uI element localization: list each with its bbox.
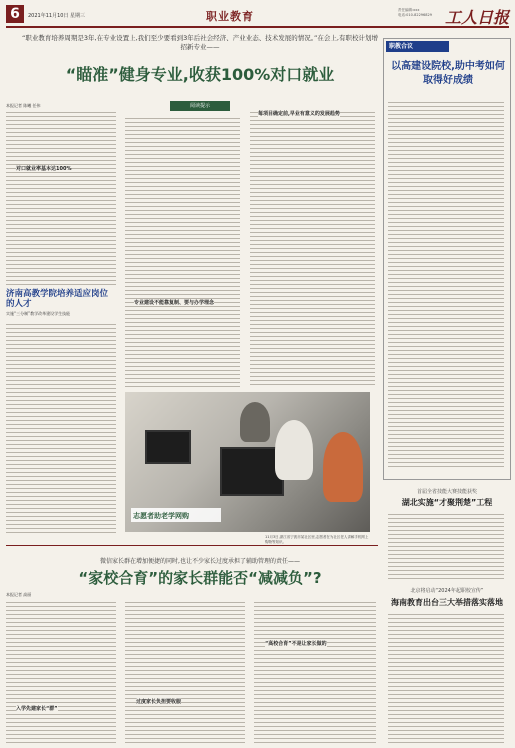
right-sub-1-headline: 湖北实施“才聚荆楚”工程	[401, 498, 493, 507]
bottom-text-column-2	[125, 600, 245, 744]
background-figure	[240, 402, 270, 442]
right-text-column	[388, 100, 504, 470]
right-sub-1-lead: 首届全省技能大赛技能获奖	[416, 489, 477, 495]
page-header	[6, 4, 509, 28]
right-sub-2-headline: 海南教育出台三大举措落实落地	[391, 598, 503, 607]
right-sub-2-lead: 北京将启动“2024年起职校宣传”	[410, 588, 484, 594]
main-subhead-1: 对口就业率基本达100%	[16, 166, 72, 172]
text-column-2	[125, 116, 240, 388]
monitor-shape	[145, 430, 191, 464]
right-sub-2-text	[388, 612, 504, 744]
side-text-column	[6, 322, 116, 534]
text-column-1	[6, 110, 116, 286]
bottom-article-lead: 微信家长群在增加便捷的同时,也让不少家长过度承担了辅助管理的责任——	[100, 558, 300, 565]
side-article-headline: 济南高教学院培养适应岗位的人才	[6, 289, 109, 309]
bottom-article-headline: “家校合育”的家长群能否“减减负”?	[78, 569, 322, 587]
editor-line-2: 电话:010-82296829	[398, 13, 432, 17]
elderly-figure	[323, 432, 363, 502]
editor-line-1: 责任编辑:xxx	[398, 8, 420, 12]
photo-caption: 志愿者助老学网购	[133, 512, 189, 520]
main-article-lead: “职业教育培养周期是3年,在专业设置上,我们至少要看到3年后社会经济、产业业态、技术发展的情况。”在会上,有职校计划增招新专业——	[22, 34, 378, 51]
bottom-subhead-2: 过度家长负担要收服	[136, 699, 182, 705]
right-column-headline: 以高建设院校,助中考如何取得好成绩	[391, 61, 505, 86]
page-number: 6	[6, 5, 24, 23]
bottom-subhead-3: “高校合育”不是让家长做的	[265, 641, 327, 647]
bottom-subhead-1: 入学先建家长“群”	[16, 706, 58, 712]
text-column-3	[250, 110, 375, 388]
side-article-subline: 实施“三分制”教学改革建设学生技能	[6, 311, 71, 316]
section-divider	[6, 545, 378, 546]
section-title: 职业教育	[206, 10, 254, 23]
main-subhead-3: 每项目确定前,早业有意义的发展趋势	[258, 111, 340, 117]
main-byline: 本报记者 陈曦 任伟	[6, 103, 41, 108]
editor-info	[398, 8, 432, 18]
right-column-tag: 职教合议	[386, 41, 449, 52]
bottom-text-column-1	[6, 600, 116, 744]
right-sub-1-text	[388, 512, 504, 582]
main-subhead-2: 专业建设不能靠复制、要与办学理念	[134, 300, 215, 306]
issue-date: 2021年11月10日 星期三	[28, 13, 86, 19]
masthead-logo: 工人日报	[444, 8, 509, 27]
volunteer-figure	[275, 420, 313, 480]
bottom-text-column-3	[254, 600, 376, 744]
main-article-headline: “瞄准”健身专业,收获100%对口就业	[65, 65, 335, 84]
photo-credit: 11月3日,浙江省宁波市某社区里,志愿者在为社区老人讲解手机网上购物等知识。	[265, 535, 369, 544]
reading-tip-tag: 阅读提示	[170, 101, 230, 111]
bottom-byline: 本报记者 高丽	[6, 592, 32, 597]
